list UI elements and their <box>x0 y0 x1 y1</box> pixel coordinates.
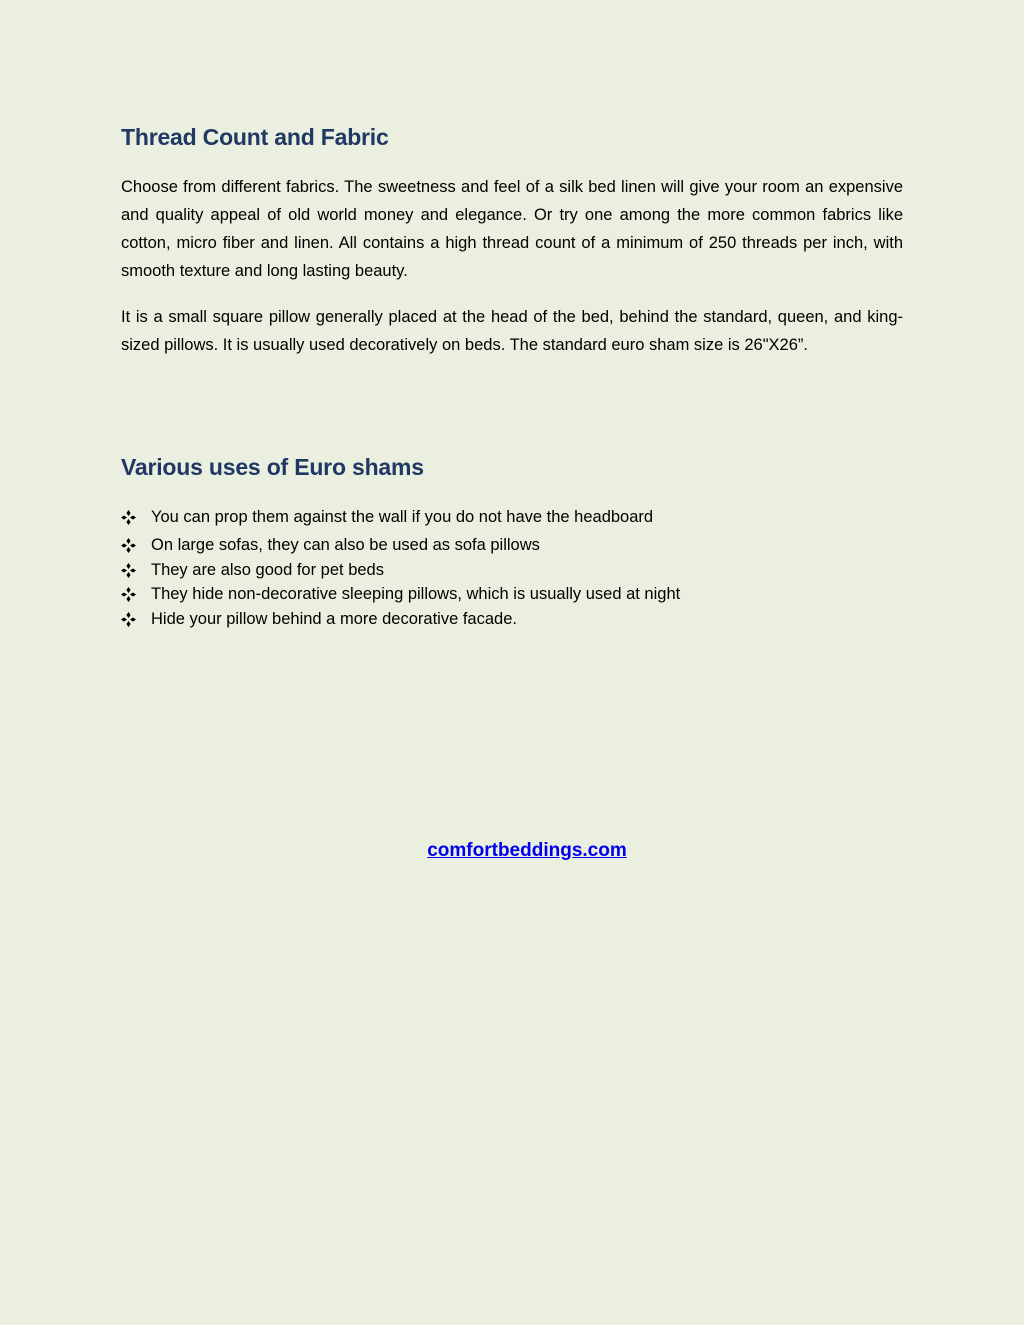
four-diamond-bullet-icon <box>121 587 136 602</box>
list-item-text: They are also good for pet beds <box>151 560 384 579</box>
list-item-text: They hide non-decorative sleeping pillows, which is usually used at night <box>151 585 681 603</box>
list-item <box>121 582 680 607</box>
list-item-text: On large sofas, they can also be used as sofa pillows <box>151 536 540 554</box>
four-diamond-bullet-icon <box>121 510 136 525</box>
list-item-text: Hide your pillow behind a more decorative facade. <box>151 609 517 628</box>
list-item <box>121 607 680 632</box>
paragraph-euro-sham-size: It is a small square pillow generally placed at the head of the bed, behind the standard, queen, and king-sized pillows. It is usually used decoratively on beds. The standard euro sham size is 26"X26”. <box>121 308 903 354</box>
four-diamond-bullet-icon <box>121 538 136 553</box>
four-diamond-bullet-icon <box>121 612 136 627</box>
section-heading-euro-sham-uses: Various uses of Euro shams <box>121 454 424 480</box>
euro-sham-uses-list <box>121 505 680 631</box>
list-item <box>121 505 680 533</box>
list-item <box>121 533 680 558</box>
section-heading-thread-count: Thread Count and Fabric <box>121 124 389 150</box>
four-diamond-bullet-icon <box>121 563 136 578</box>
list-item <box>121 558 680 583</box>
website-link[interactable]: comfortbeddings.com <box>427 840 627 861</box>
list-item-text: You can prop them against the wall if you do not have the headboard <box>151 508 654 526</box>
paragraph-fabrics: Choose from different fabrics. The sweetness and feel of a silk bed linen will give your room an expensive and quality appeal of old world money and elegance. Or try one among the more common fabrics like cotton, micro fiber and linen. All contains a high thread count of a minimum of 250 threads per inch, with smooth texture and long lasting beauty. <box>121 178 903 280</box>
